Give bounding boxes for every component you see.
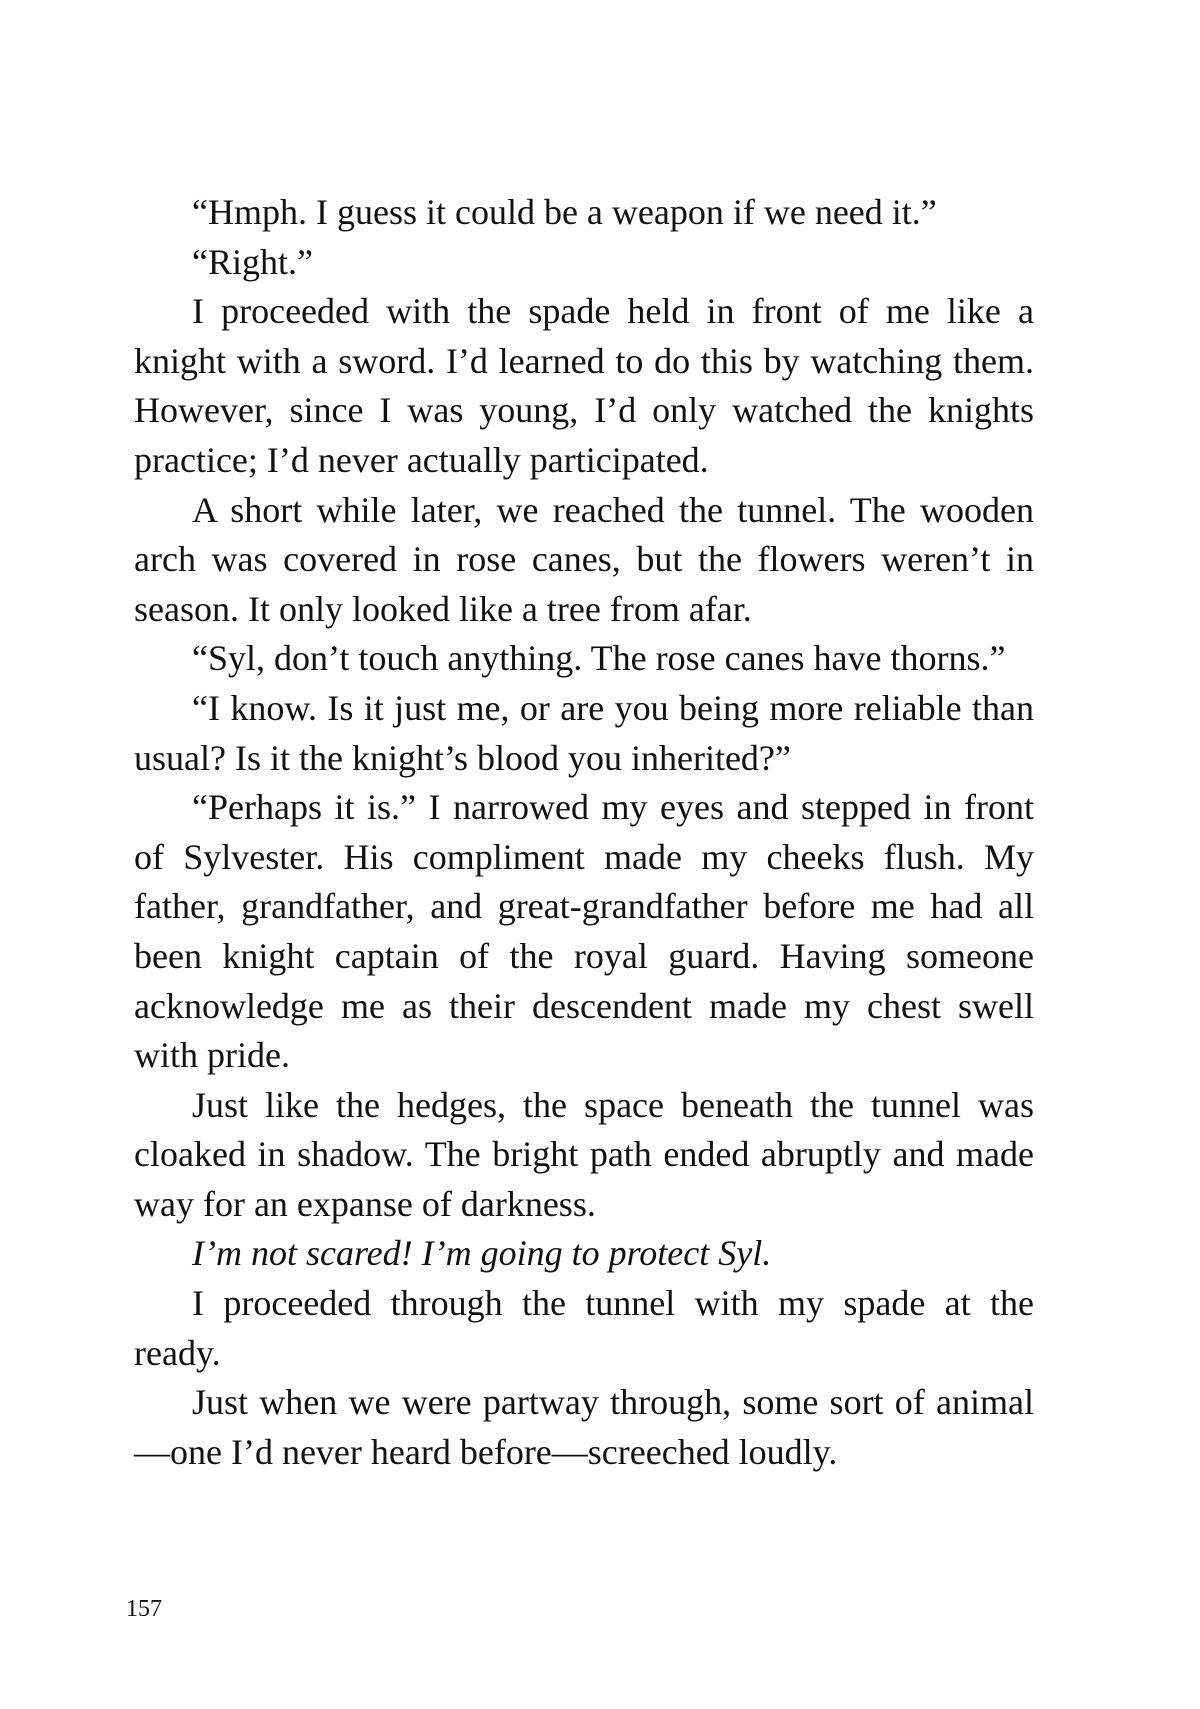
paragraph-5: “Syl, don’t touch anything. The rose canes have thorns.” <box>192 638 1006 679</box>
paragraph-6: “I know. Is it just me, or are you being more reliable than usual? Is it the knight’s blood you inherited?” <box>134 687 1034 778</box>
paragraph-11: Just when we were partway through, some sort of animal—one I’d never heard before—screeched loudly. <box>134 1382 1034 1472</box>
paragraph-7: “Perhaps it is.” I narrowed my eyes and stepped in front of Sylvester. His compliment made my cheeks flush. My father, grandfather, and great-grandfather before me had all been knight captain of the royal guard. Having someone acknowledge me as their descendent made my chest swell with pride. <box>134 787 1034 1076</box>
paragraph-3: I proceeded with the spade held in front of me like a knight with a sword. I’d learned to do this by watching them. However, since I was young, I’d only watched the knights practice; I’d never actually participated. <box>134 291 1034 480</box>
paragraph-4: A short while later, we reached the tunnel. The wooden arch was covered in rose canes, but the flowers weren’t in season. It only looked like a tree from afar. <box>134 489 1034 629</box>
paragraph-1: “Hmph. I guess it could be a weapon if we need it.” <box>192 192 937 232</box>
paragraph-10: I proceeded through the tunnel with my spade at the ready. <box>134 1283 1034 1373</box>
page-number: 157 <box>126 1596 162 1622</box>
paragraph-9-italic-thought: I’m not scared! I’m going to protect Syl. <box>192 1233 772 1274</box>
paragraph-2: “Right.” <box>192 241 313 282</box>
paragraph-8: Just like the hedges, the space beneath the tunnel was cloaked in shadow. The bright path ended abruptly and made way for an expanse of darkness. <box>134 1084 1034 1224</box>
page-text <box>134 188 1034 1477</box>
